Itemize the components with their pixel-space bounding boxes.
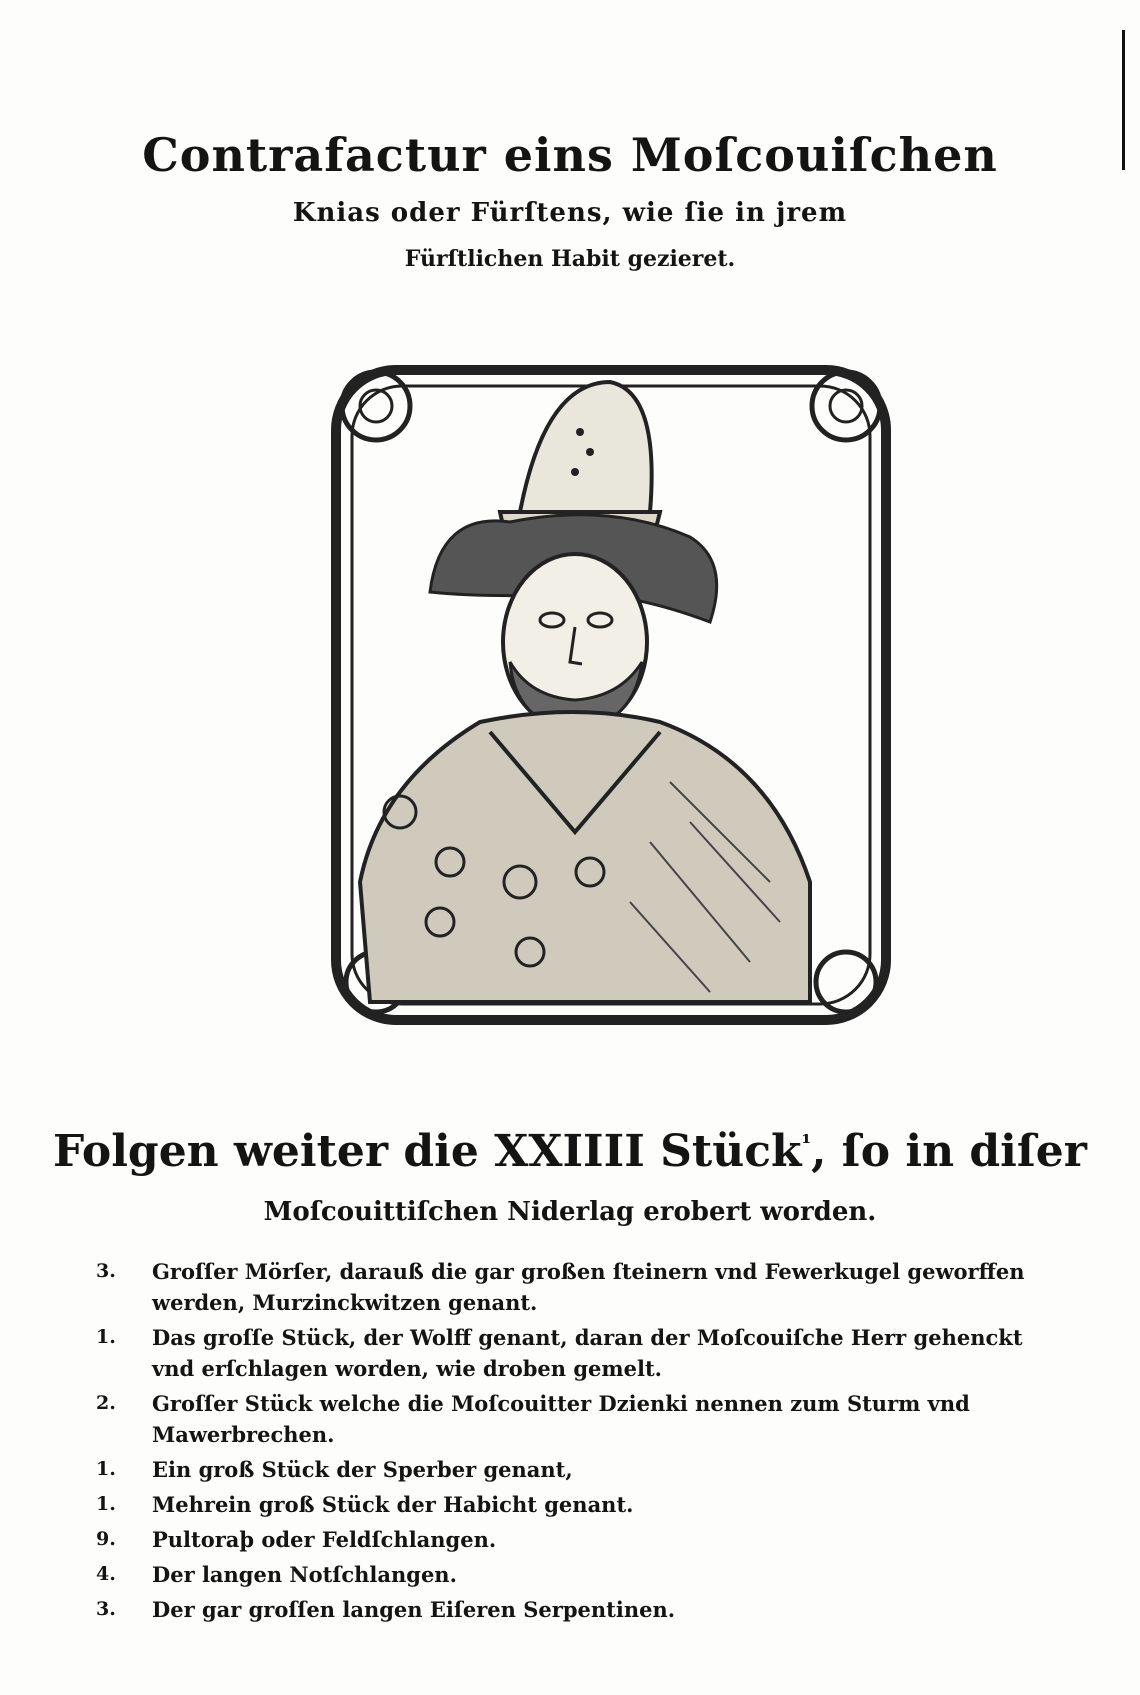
item-count: 3.	[96, 1598, 116, 1620]
item-text: Groſſer Mörſer, darauß die gar großen ſteinern vnd Fewerkugel geworffen werden, Murzinckwitzen genant.	[152, 1259, 1025, 1315]
list-item	[96, 1388, 1056, 1450]
list-item	[96, 1489, 1056, 1520]
item-count: 1.	[96, 1458, 116, 1480]
item-count: 4.	[96, 1563, 116, 1585]
item-count: 3.	[96, 1260, 116, 1282]
section-subheading: Moſcouittiſchen Niderlag erobert worden.	[263, 1197, 877, 1227]
item-text: Ein groß Stück der Sperber genant,	[152, 1457, 573, 1482]
woodcut-portrait-icon	[330, 362, 892, 1026]
item-count: 9.	[96, 1528, 116, 1550]
item-text: Der langen Notſchlangen.	[152, 1562, 457, 1587]
list-item	[96, 1322, 1056, 1384]
list-item	[96, 1524, 1056, 1555]
subtitle-line-1: Knias oder Fürſtens, wie ſie in jrem	[292, 198, 848, 228]
item-count: 1.	[96, 1493, 116, 1515]
list-item	[96, 1256, 1056, 1318]
item-text: Groſſer Stück welche die Moſcouitter Dzienki nennen zum Sturm vnd Mawerbrechen.	[152, 1391, 970, 1447]
footnote-mark: ¹	[801, 1130, 812, 1157]
section-heading-rest: , ſo in diſer	[811, 1126, 1087, 1177]
item-count: 1.	[96, 1326, 116, 1348]
item-text: Das groſſe Stück, der Wolff genant, daran der Moſcouiſche Herr gehenckt vnd erſchlagen worden, wie droben gemelt.	[152, 1325, 1023, 1381]
list-item	[96, 1594, 1056, 1625]
section-heading-main: Folgen weiter die XXIIII Stück	[53, 1126, 802, 1177]
page-title: Contrafactur eins Moſcouiſchen	[142, 128, 998, 182]
section-heading	[0, 1126, 1140, 1177]
item-text: Pultoraþ oder Feldſchlangen.	[152, 1527, 497, 1552]
list-item	[96, 1559, 1056, 1590]
list-item	[96, 1454, 1056, 1485]
item-text: Der gar groſſen langen Eiſeren Serpentinen.	[152, 1597, 676, 1622]
item-text: Mehrein groß Stück der Habicht genant.	[152, 1492, 634, 1517]
subtitle-line-2: Fürſtlichen Habit gezieret.	[404, 246, 736, 272]
item-count: 2.	[96, 1392, 116, 1414]
artillery-list	[96, 1256, 1056, 1629]
